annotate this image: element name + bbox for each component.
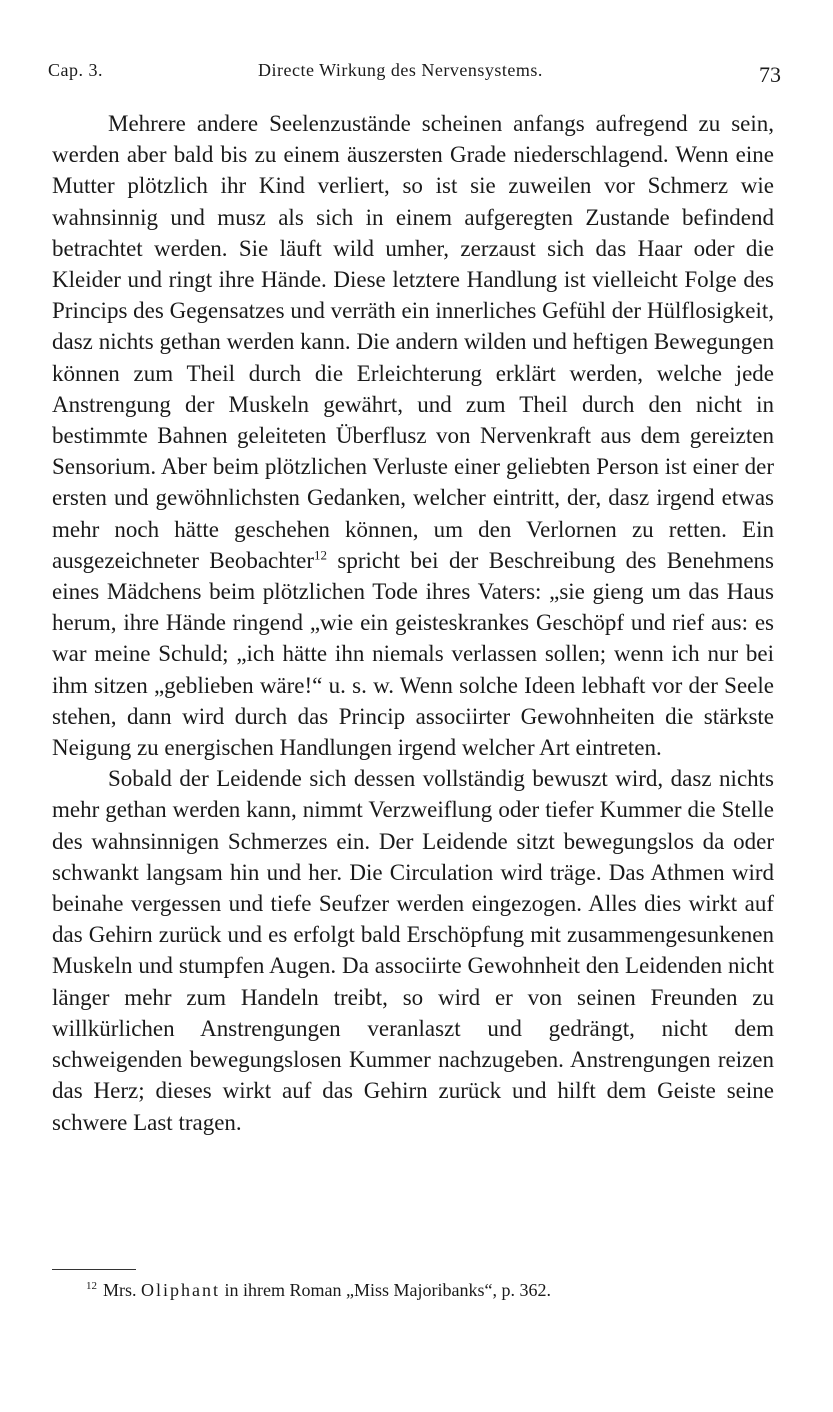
running-title: Directe Wirkung des Nervensystems. <box>258 60 543 80</box>
paragraph-text: Mehrere andere Seelenzustände scheinen anfangs aufregend zu sein, werden aber bald bis zu einem äuszersten Grade niederschlagend. Wenn eine Mutter plötzlich ihr Kind verliert, so ist sie zuweilen vor Schmerz wie wahnsinnig und musz als sich in einem aufgeregten Zustande befindend betrachtet werden. Sie läuft wild umher, zerzaust sich das Haar oder die Kleider und ringt ihre Hände. Diese letztere Handlung ist vielleicht Folge des Princips des Gegensatzes und verräth ein innerliches Gefühl der Hülflosigkeit, dasz nichts gethan werden kann. Die andern wilden und heftigen Bewegungen können zum Theil durch die Erleichterung erklärt werden, welche jede Anstrengung der Muskeln gewährt, und zum Theil durch den nicht in bestimmte Bahnen geleiteten Überflusz von Nervenkraft aus dem gereizten Sensorium. Aber beim plötzlichen Verluste einer geliebten Person ist einer der ersten und gewöhnlichsten Gedanken, welcher eintritt, der, dasz irgend etwas mehr noch hätte geschehen können, um den Verlornen zu retten. Ein ausgezeichneter Beobachter <box>52 111 774 573</box>
footnote-suffix: in ihrem Roman „Miss Majoribanks“, p. 362. <box>220 1280 551 1300</box>
body-text <box>52 108 774 1138</box>
footnote-divider <box>52 1269 136 1270</box>
footnote <box>86 1278 551 1302</box>
page-number: 73 <box>759 62 781 87</box>
paragraph-text: Sobald der Leidende sich dessen vollständig bewuszt wird, dasz nichts mehr gethan werden kann, nimmt Verzweiflung oder tiefer Kummer die Stelle des wahnsinnigen Schmerzes ein. Der Leidende sitzt bewegungslos da oder schwankt langsam hin und her. Die Circulation wird träge. Das Athmen wird beinahe vergessen und tiefe Seufzer werden eingezogen. Alles dies wirkt auf das Gehirn zurück und es erfolgt bald Erschöpfung mit zusammengesunkenen Muskeln und stumpfen Augen. Da associirte Gewohnheit den Leidenden nicht länger mehr zum Handeln treibt, so wird er von seinen Freunden zu willkürlichen Anstrengungen veranlaszt und gedrängt, nicht dem schweigenden bewegungslosen Kummer nachzugeben. Anstrengungen reizen das Herz; dieses wirkt auf das Gehirn zurück und hilft dem Geiste seine schwere Last tragen. <box>52 766 774 1135</box>
paragraph <box>52 108 774 763</box>
footnote-prefix: Mrs. <box>103 1280 142 1300</box>
footnote-marker: 12 <box>314 547 327 563</box>
footnote-author: Oliphant <box>141 1280 221 1300</box>
footnote-number: 12 <box>86 1280 97 1292</box>
paragraph-text: spricht bei der Beschreibung des Benehmens eines Mädchens beim plötzlichen Tode ihres Vaters: „sie gieng um das Haus herum, ihre Hände ringend „wie ein geisteskrankes Geschöpf und rief aus: es war meine Schuld; „ich hätte ihn niemals verlassen sollen; wenn ich nur bei ihm sitzen „geblieben wäre!“ u. s. w. Wenn solche Ideen lebhaft vor der Seele stehen, dann wird durch das Princip associirter Gewohnheiten die stärkste Neigung zu energischen Handlungen irgend welcher Art eintreten. <box>52 547 775 761</box>
chapter-label: Cap. 3. <box>48 60 103 80</box>
page-header <box>48 56 781 90</box>
paragraph <box>52 763 774 1137</box>
